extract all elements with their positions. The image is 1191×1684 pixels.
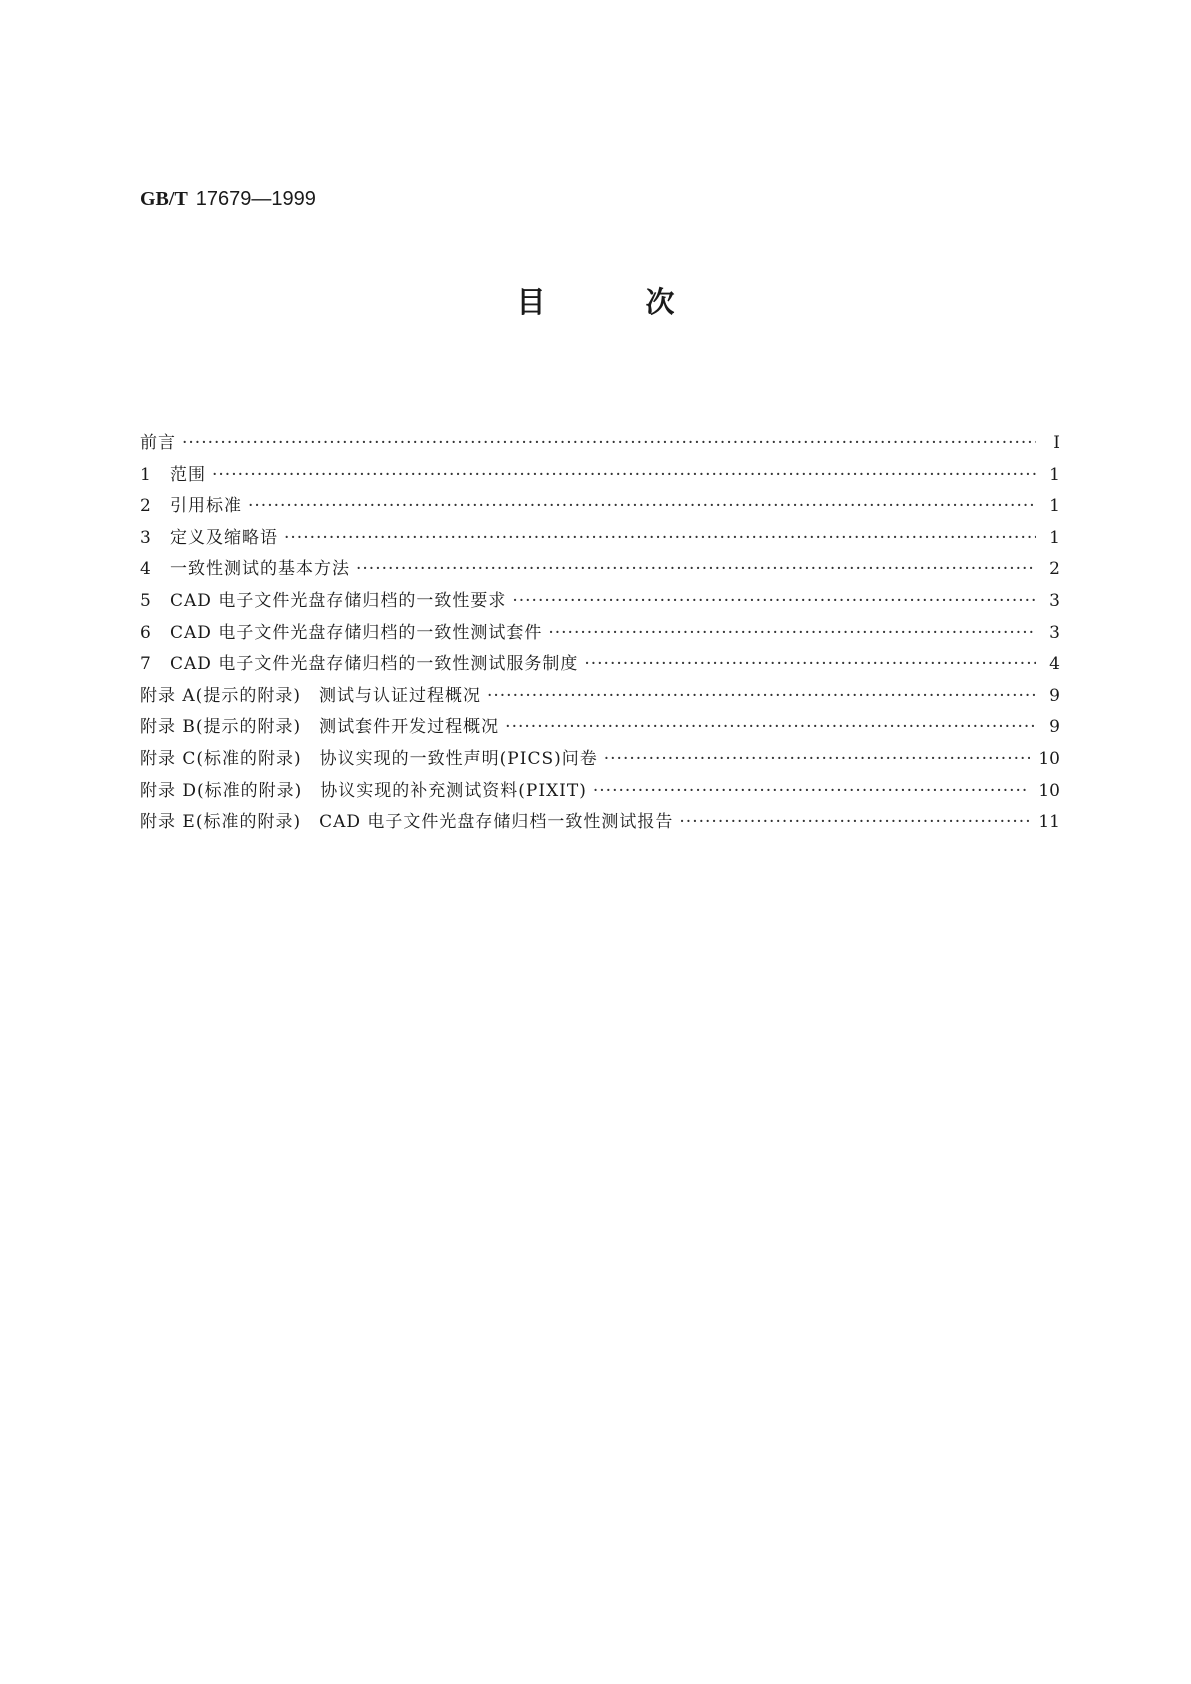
- toc-entry-label: [140, 618, 548, 643]
- toc-entry-label: [140, 460, 212, 485]
- standard-number: 17679—1999: [195, 188, 316, 210]
- toc-entry-text: 附录 D(标准的附录) 协议实现的补充测试资料(PIXIT): [140, 780, 587, 801]
- toc-entry-text: 附录 C(标准的附录) 协议实现的一致性声明(PICS)问卷: [140, 748, 598, 769]
- toc-entry-text: CAD 电子文件光盘存储归档的一致性测试套件: [170, 622, 543, 643]
- toc-entry-label: [140, 807, 679, 832]
- toc-entry-number: 1: [140, 464, 151, 485]
- toc-dot-leader: [512, 591, 1036, 611]
- toc-entry-text: 范围: [170, 464, 206, 485]
- toc-dot-leader: [679, 812, 1030, 832]
- toc-dot-leader: [487, 686, 1036, 706]
- toc-entry-number: 3: [140, 527, 151, 548]
- toc-entry-page: 10: [1038, 780, 1060, 801]
- toc-entry-label: [140, 712, 505, 737]
- toc-title: 目次: [516, 285, 775, 319]
- toc-entry-number: 2: [140, 496, 151, 517]
- toc-entry-label: [140, 428, 182, 453]
- toc-dot-leader: [284, 528, 1036, 548]
- toc-dot-leader: [505, 717, 1036, 737]
- toc-entry-label: [140, 554, 356, 579]
- toc-entry-number: 7: [140, 654, 151, 675]
- toc-dot-leader: [182, 433, 1036, 453]
- toc-entry[interactable]: [140, 460, 1060, 492]
- toc-entry-page: 1: [1049, 496, 1060, 517]
- toc-entry[interactable]: [140, 586, 1060, 618]
- toc-entry-page: 3: [1049, 590, 1060, 611]
- toc-entry-label: [140, 491, 248, 516]
- toc-entry[interactable]: [140, 776, 1060, 808]
- standard-prefix: GB/T: [140, 188, 188, 210]
- toc-entry-label: [140, 649, 584, 674]
- toc-dot-leader: [356, 559, 1036, 579]
- toc-entry-text: 定义及缩略语: [170, 527, 278, 548]
- toc-dot-leader: [584, 654, 1036, 674]
- toc-entry-label: [140, 776, 593, 801]
- toc-entry-text: 前言: [140, 433, 176, 453]
- toc-dot-leader: [593, 781, 1030, 801]
- toc-entry[interactable]: [140, 491, 1060, 523]
- toc-entry-text: 引用标准: [170, 496, 242, 517]
- toc-entry[interactable]: [140, 618, 1060, 650]
- toc-entry[interactable]: [140, 712, 1060, 744]
- toc-entry[interactable]: [140, 681, 1060, 713]
- toc-entry-page: 2: [1049, 559, 1060, 580]
- toc-entry-number: 4: [140, 559, 151, 580]
- toc-entry-text: 附录 E(标准的附录) CAD 电子文件光盘存储归档一致性测试报告: [140, 812, 674, 833]
- toc-entry-page: 1: [1049, 464, 1060, 485]
- toc-entry-number: 5: [140, 590, 151, 611]
- toc-dot-leader: [548, 623, 1036, 643]
- toc-entry-text: 附录 A(提示的附录) 测试与认证过程概况: [140, 685, 481, 706]
- toc-entry-label: [140, 523, 284, 548]
- toc-entry-page: 3: [1049, 622, 1060, 643]
- toc-entry-label: [140, 586, 512, 611]
- table-of-contents: [140, 428, 1060, 839]
- toc-entry-number: 6: [140, 622, 151, 643]
- toc-entry[interactable]: [140, 523, 1060, 555]
- toc-dot-leader: [212, 465, 1036, 485]
- toc-entry-text: CAD 电子文件光盘存储归档的一致性测试服务制度: [170, 654, 579, 675]
- toc-entry-page: 9: [1049, 685, 1060, 706]
- toc-entry-page: 4: [1049, 654, 1060, 675]
- toc-dot-leader: [604, 749, 1031, 769]
- toc-entry-page: 1: [1049, 527, 1060, 548]
- toc-entry[interactable]: [140, 807, 1060, 839]
- toc-entry-text: CAD 电子文件光盘存储归档的一致性要求: [170, 590, 507, 611]
- toc-entry-page: 11: [1038, 812, 1060, 833]
- toc-entry-label: [140, 681, 487, 706]
- toc-entry-text: 附录 B(提示的附录) 测试套件开发过程概况: [140, 717, 500, 738]
- toc-entry[interactable]: [140, 744, 1060, 776]
- toc-entry-page: 10: [1038, 748, 1060, 769]
- standard-code-header: [140, 188, 316, 211]
- toc-entry[interactable]: [140, 428, 1060, 460]
- toc-entry-text: 一致性测试的基本方法: [170, 559, 350, 580]
- toc-dot-leader: [248, 496, 1036, 516]
- toc-entry-label: [140, 744, 604, 769]
- toc-entry-page: Ⅰ: [1053, 433, 1060, 453]
- toc-entry-page: 9: [1049, 717, 1060, 738]
- toc-entry[interactable]: [140, 649, 1060, 681]
- toc-entry[interactable]: [140, 554, 1060, 586]
